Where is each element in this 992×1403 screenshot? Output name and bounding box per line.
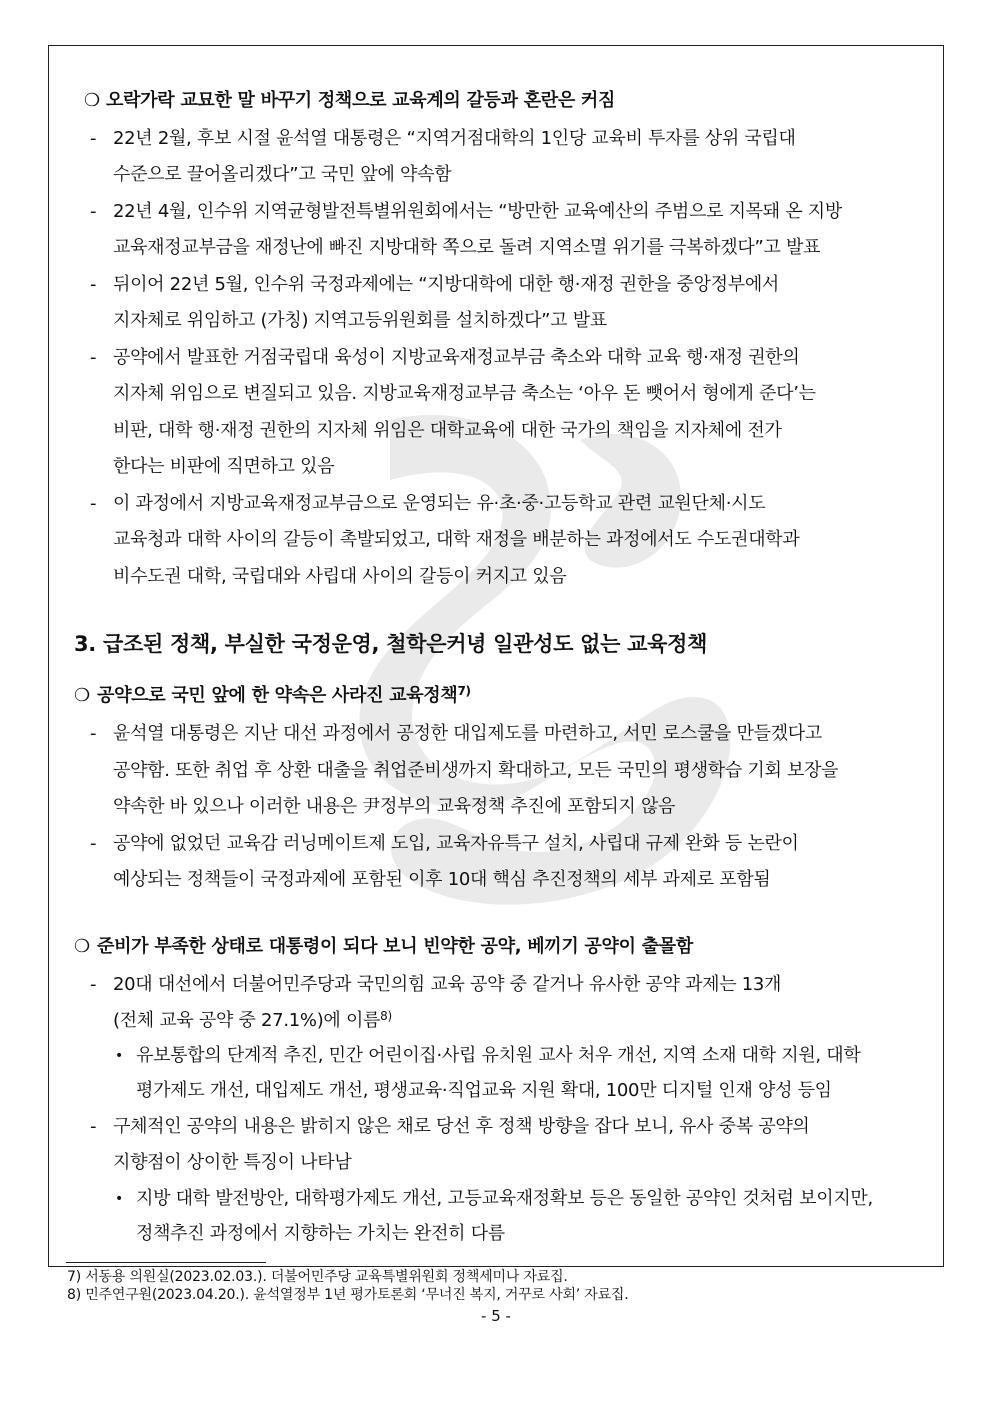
text-line: 지방 대학 발전방안, 대학평가제도 개선, 고등교육재정확보 등은 동일한 공약인 것처럼 보이지만,	[136, 1188, 873, 1209]
heading-bullet-icon: ❍	[74, 936, 91, 957]
text-line: 유보통합의 단계적 추진, 민간 어린이집·사립 유치원 교사 처우 개선, 지역 소재 대학 지원, 대학	[136, 1045, 861, 1066]
text-line: 22년 4월, 인수위 지역균형발전특별위원회에서는 “방만한 교육예산의 주범으로 지목돼 온 지방	[113, 201, 842, 222]
text-line: 공약에 없었던 교육감 러닝메이트제 도입, 교육자유특구 설치, 사립대 규제 완화 등 논란이	[113, 833, 799, 854]
text-line: 20대 대선에서 더불어민주당과 국민의힘 교육 공약 중 같거나 유사한 공약 과제는 13개	[113, 974, 782, 995]
text-line: 예상되는 정책들이 국정과제에 포함된 이후 10대 핵심 추진정책의 세부 과제로 포함됨	[113, 869, 771, 890]
text-line: 교육청과 대학 사이의 갈등이 촉발되었고, 대학 재정을 배분하는 과정에서도 수도권대학과	[113, 529, 800, 550]
section-heading: 공약으로 국민 앞에 한 약속은 사라진 교육정책$^{7)}$	[97, 684, 471, 706]
text-line: 공약에서 발표한 거점국립대 육성이 지방교육재정교부금 축소와 대학 교육 행·재정 권한의	[113, 347, 800, 368]
dash-marker: -	[90, 274, 97, 295]
text-line: 한다는 비판에 직면하고 있음	[113, 456, 335, 477]
section-heading: 준비가 부족한 상태로 대통령이 되다 보니 빈약한 공약, 베끼기 공약이 출몰함	[97, 936, 693, 957]
text-line: 지자체 위임으로 변질되고 있음. 지방교육재정교부금 축소는 ‘아우 돈 뺏어서 형에게 준다’는	[113, 383, 816, 404]
section-heading: 오락가락 교묘한 말 바꾸기 정책으로 교육계의 갈등과 혼란은 커짐	[106, 90, 616, 111]
text-line: (전체 교육 공약 중 27.1%)에 이름$^{8)}$	[113, 1009, 392, 1031]
text-line: 공약함. 또한 취업 후 상환 대출을 취업준비생까지 확대하고, 모든 국민의 평생학습 기회 보장을	[113, 760, 839, 781]
watermark-logo	[330, 380, 750, 940]
text-line: 수준으로 끌어올리겠다”고 국민 앞에 약속함	[113, 164, 452, 185]
heading-bullet-icon: ❍	[84, 90, 101, 111]
dash-marker: -	[90, 974, 97, 995]
footnote-divider	[66, 1262, 266, 1263]
text-line: 지향점이 상이한 특징이 나타남	[113, 1152, 352, 1173]
text-line: 정책추진 과정에서 지향하는 가치는 완전히 다름	[136, 1223, 505, 1244]
text-line: 비판, 대학 행·재정 권한의 지자체 위임은 대학교육에 대한 국가의 책임을 지자체에 전가	[113, 420, 782, 441]
heading-bullet-icon: ❍	[74, 685, 91, 706]
footnote: 7) 서동용 의원실(2023.02.03.). 더불어민주당 교육특별위원회 정책세미나 자료집.	[67, 1269, 568, 1285]
section-title: 3. 급조된 정책, 부실한 국정운영, 철학은커녕 일관성도 없는 교육정책	[74, 632, 708, 656]
page-number: - 5 -	[481, 1307, 511, 1325]
footnote: 8) 민주연구원(2023.04.20.). 윤석열정부 1년 평가토론회 ‘무너진 복지, 거꾸로 사회’ 자료집.	[67, 1287, 629, 1303]
text-line: 이 과정에서 지방교육재정교부금으로 운영되는 유·초·중·고등학교 관련 교원단체·시도	[113, 493, 766, 514]
bullet-marker: •	[115, 1048, 124, 1064]
dash-marker: -	[90, 1116, 97, 1137]
dash-marker: -	[90, 493, 97, 514]
text-line: 구체적인 공약의 내용은 밝히지 않은 채로 당선 후 정책 방향을 잡다 보니, 유사 중복 공약의	[113, 1116, 810, 1137]
text-line: 비수도권 대학, 국립대와 사립대 사이의 갈등이 커지고 있음	[113, 566, 567, 587]
text-line: 평가제도 개선, 대입제도 개선, 평생교육·직업교육 지원 확대, 100만 디지털 인재 양성 등임	[136, 1080, 832, 1101]
dash-marker: -	[90, 723, 97, 744]
bullet-marker: •	[115, 1191, 124, 1207]
text-line: 약속한 바 있으나 이러한 내용은 尹정부의 교육정책 추진에 포함되지 않음	[113, 796, 676, 817]
text-line: 뒤이어 22년 5월, 인수위 국정과제에는 “지방대학에 대한 행·재정 권한을 중앙정부에서	[113, 274, 780, 295]
text-line: 윤석열 대통령은 지난 대선 과정에서 공정한 대입제도를 마련하고, 서민 로스쿨을 만들겠다고	[113, 723, 822, 744]
dash-marker: -	[90, 833, 97, 854]
dash-marker: -	[90, 347, 97, 368]
text-line: 교육재정교부금을 재정난에 빠진 지방대학 쪽으로 돌려 지역소멸 위기를 극복하겠다”고 발표	[113, 237, 821, 258]
text-line: 22년 2월, 후보 시절 윤석열 대통령은 “지역거점대학의 1인당 교육비 투자를 상위 국립대	[113, 128, 796, 149]
footnote-ref: 7)	[457, 684, 471, 698]
footnote-ref: 8)	[380, 1009, 392, 1023]
text-line: 지자체로 위임하고 (가칭) 지역고등위원회를 설치하겠다”고 발표	[113, 310, 607, 331]
dash-marker: -	[90, 201, 97, 222]
dash-marker: -	[90, 128, 97, 149]
